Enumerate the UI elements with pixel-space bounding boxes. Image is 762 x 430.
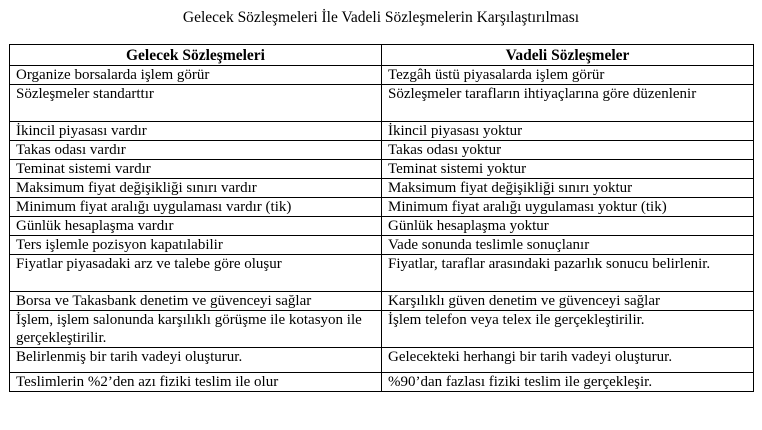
futures-cell: Minimum fiyat aralığı uygulaması vardır (tik) xyxy=(10,198,382,217)
futures-cell: İkincil piyasası vardır xyxy=(10,122,382,141)
forwards-cell: Tezgâh üstü piyasalarda işlem görür xyxy=(382,66,754,85)
futures-cell: Belirlenmiş bir tarih vadeyi oluşturur. xyxy=(10,348,382,373)
forwards-cell: Günlük hesaplaşma yoktur xyxy=(382,217,754,236)
table-row xyxy=(10,311,754,348)
futures-cell: Borsa ve Takasbank denetim ve güvenceyi sağlar xyxy=(10,292,382,311)
futures-cell: İşlem, işlem salonunda karşılıklı görüşme ile kotasyon ile gerçekleştirilir. xyxy=(10,311,382,348)
forwards-cell: Teminat sistemi yoktur xyxy=(382,160,754,179)
table-row xyxy=(10,160,754,179)
forwards-cell: Karşılıklı güven denetim ve güvenceyi sağlar xyxy=(382,292,754,311)
futures-cell: Maksimum fiyat değişikliği sınırı vardır xyxy=(10,179,382,198)
table-row xyxy=(10,179,754,198)
page-title: Gelecek Sözleşmeleri İle Vadeli Sözleşmelerin Karşılaştırılması xyxy=(182,9,580,26)
table-row xyxy=(10,85,754,122)
column-header-futures: Gelecek Sözleşmeleri xyxy=(10,45,382,66)
table-row xyxy=(10,348,754,373)
forwards-cell: Sözleşmeler tarafların ihtiyaçlarına göre düzenlenir xyxy=(382,85,754,122)
futures-cell: Teminat sistemi vardır xyxy=(10,160,382,179)
forwards-cell: Takas odası yoktur xyxy=(382,141,754,160)
futures-cell: Günlük hesaplaşma vardır xyxy=(10,217,382,236)
comparison-table xyxy=(9,44,754,392)
futures-cell: Takas odası vardır xyxy=(10,141,382,160)
table-header-row xyxy=(10,45,754,66)
futures-cell: Sözleşmeler standarttır xyxy=(10,85,382,122)
table-row xyxy=(10,122,754,141)
forwards-cell: %90’dan fazlası fiziki teslim ile gerçekleşir. xyxy=(382,373,754,392)
forwards-cell: Minimum fiyat aralığı uygulaması yoktur (tik) xyxy=(382,198,754,217)
table-row xyxy=(10,255,754,292)
forwards-cell: Vade sonunda teslimle sonuçlanır xyxy=(382,236,754,255)
table-row xyxy=(10,236,754,255)
forwards-cell: Maksimum fiyat değişikliği sınırı yoktur xyxy=(382,179,754,198)
futures-cell: Ters işlemle pozisyon kapatılabilir xyxy=(10,236,382,255)
table-row xyxy=(10,66,754,85)
table-row xyxy=(10,292,754,311)
table-row xyxy=(10,198,754,217)
futures-cell: Organize borsalarda işlem görür xyxy=(10,66,382,85)
futures-cell: Teslimlerin %2’den azı fiziki teslim ile olur xyxy=(10,373,382,392)
table-row xyxy=(10,217,754,236)
forwards-cell: Gelecekteki herhangi bir tarih vadeyi oluşturur. xyxy=(382,348,754,373)
table-row xyxy=(10,373,754,392)
futures-cell: Fiyatlar piyasadaki arz ve talebe göre oluşur xyxy=(10,255,382,292)
column-header-forwards: Vadeli Sözleşmeler xyxy=(382,45,754,66)
forwards-cell: Fiyatlar, taraflar arasındaki pazarlık sonucu belirlenir. xyxy=(382,255,754,292)
forwards-cell: İkincil piyasası yoktur xyxy=(382,122,754,141)
table-row xyxy=(10,141,754,160)
forwards-cell: İşlem telefon veya telex ile gerçekleştirilir. xyxy=(382,311,754,348)
